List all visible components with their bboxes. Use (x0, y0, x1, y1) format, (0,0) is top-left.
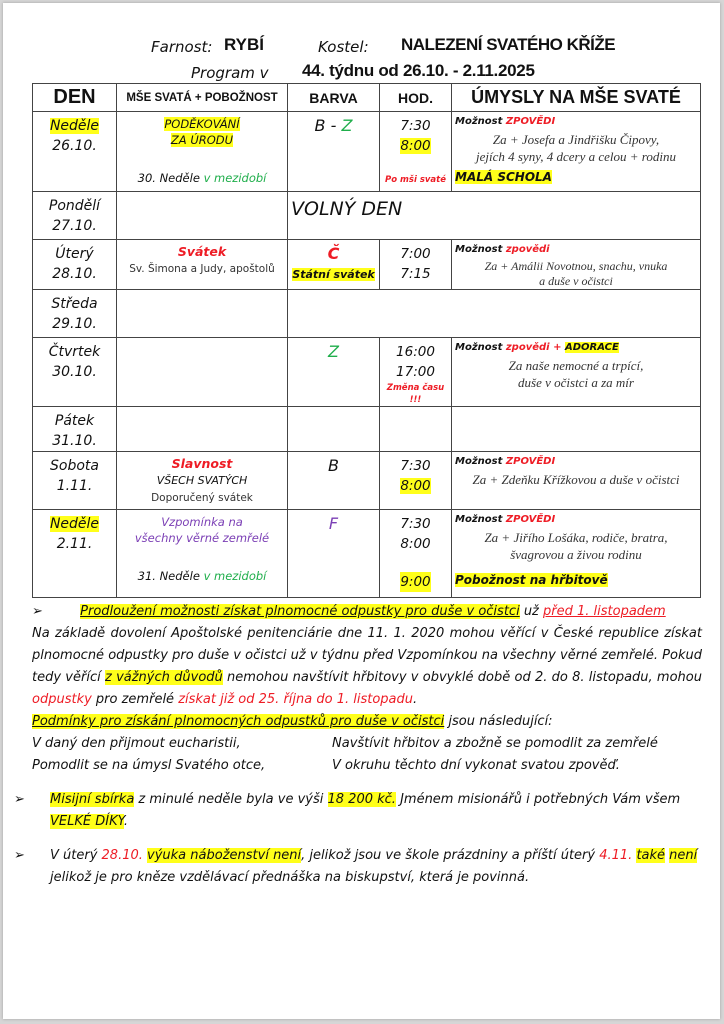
empty-cell (288, 290, 701, 338)
day-date: 31.10. (52, 433, 97, 449)
color-cell (288, 407, 380, 452)
confession-note: Možnost zpovědi + ADORACE (455, 342, 619, 353)
day-cell (33, 112, 117, 192)
time-cell (380, 407, 452, 452)
arrow-bullet-icon: ➢ (14, 848, 25, 863)
table-row (33, 192, 701, 240)
liturgical-color-alt: Z (341, 116, 353, 135)
table-header-row (33, 84, 701, 112)
mass-cell (117, 112, 288, 192)
time-cell (380, 452, 452, 510)
confession-note: Možnost zpovědi (455, 244, 550, 255)
free-day: VOLNÝ DEN (288, 192, 701, 240)
intention-line: jejích 4 syny, 4 dcery a celou + rodinu (476, 149, 676, 164)
sunday-number: 30. Neděle (137, 171, 200, 185)
day-cell (33, 290, 117, 338)
mass-cell (117, 290, 288, 338)
program-label: Program v (191, 64, 269, 82)
table-row (33, 112, 701, 192)
document-page (3, 3, 720, 1019)
day-name: Neděle (49, 118, 100, 134)
church-label: Kostel: (318, 38, 369, 56)
condition-item: V okruhu těchto dní vykonat svatou zpověď. (332, 758, 620, 773)
feast-type: Slavnost (171, 456, 233, 471)
table-row (33, 240, 701, 290)
day-date: 1.11. (56, 478, 93, 494)
condition-item: Navštívit hřbitov a zbožně se pomodlit za zemřelé (332, 736, 658, 751)
condition-item: V daný den přijmout eucharistii, (32, 736, 241, 751)
time-change-note: Změna času !!! (386, 383, 445, 405)
day-name: Pátek (54, 413, 95, 429)
intention-cell (452, 240, 701, 290)
day-cell (33, 240, 117, 290)
color-cell (288, 338, 380, 407)
day-name: Čtvrtek (48, 344, 101, 360)
mass-title-line: Vzpomínka na (161, 515, 243, 529)
liturgical-color: Z (328, 342, 339, 361)
color-cell (288, 240, 380, 290)
mass-time: 17:00 (396, 364, 435, 380)
table-row (33, 290, 701, 338)
intention-cell (452, 112, 701, 192)
liturgical-color: Č (327, 244, 340, 263)
sunday-number: 31. Neděle (137, 569, 200, 583)
week-range: 44. týdnu od 26.10. - 2.11.2025 (302, 61, 535, 80)
table-row (33, 338, 701, 407)
day-cell (33, 192, 117, 240)
color-cell (288, 452, 380, 510)
note-mission-collection: ➢ Misijní sbírka z minulé neděle byla ve výši 18 200 kč. Jménem misionářů i potřebných Vám všem VELKÉ DÍKY. (32, 789, 702, 833)
col-header-hod: HOD. (380, 84, 452, 112)
feast-note: Doporučený svátek (151, 492, 253, 504)
day-cell (33, 338, 117, 407)
mass-time: 7:00 (400, 246, 431, 262)
mass-cell (117, 240, 288, 290)
intention-line: Za + Josefa a Jindřišku Čipovy, (492, 132, 660, 147)
intention-cell (452, 407, 701, 452)
day-name: Středa (51, 296, 98, 312)
note-conditions-title: Podmínky pro získání plnomocných odpustků pro duše v očistci jsou následující: (32, 714, 553, 729)
mass-cell (117, 452, 288, 510)
feast-name: Sv. Šimona a Judy, apoštolů (129, 263, 275, 275)
time-cell (380, 510, 452, 598)
announcements (14, 601, 702, 889)
mass-time: 7:30 (400, 458, 431, 474)
mass-time: 8:00 (400, 478, 431, 494)
intention-cell (452, 510, 701, 598)
day-name: Neděle (49, 516, 100, 532)
intention-line: a duše v očistci (539, 274, 613, 288)
col-header-umysly: ÚMYSLY NA MŠE SVATÉ (452, 84, 701, 112)
feast-type: Svátek (177, 244, 227, 259)
mass-time: 16:00 (396, 344, 435, 360)
mass-cell (117, 510, 288, 598)
day-name: Pondělí (48, 198, 101, 214)
day-date: 28.10. (52, 266, 97, 282)
color-cell (288, 112, 380, 192)
mass-cell (117, 407, 288, 452)
time-note: Po mši svaté (385, 175, 446, 185)
day-date: 27.10. (52, 218, 97, 234)
mass-time: 7:30 (400, 118, 431, 134)
note-religion-class: ➢ V úterý 28.10. výuka náboženství není, jelikož jsou ve škole prázdniny a příští úterý 4.11. také není jelikož je pro kněze vzdělávací přednáška na biskupství, která je povinná. (32, 845, 702, 889)
day-date: 2.11. (56, 536, 93, 552)
mass-time: 8:00 (400, 138, 431, 154)
col-header-barva: BARVA (288, 84, 380, 112)
mass-time: 7:30 (400, 516, 431, 532)
mass-title-line: všechny věrné zemřelé (134, 531, 270, 545)
liturgical-season: v mezidobí (203, 171, 267, 185)
color-cell (288, 510, 380, 598)
feast-name: VŠECH SVATÝCH (156, 474, 248, 487)
state-holiday: Státní svátek (292, 268, 375, 281)
col-header-den: DEN (33, 84, 117, 112)
confession-note: Možnost ZPOVĚDI (455, 116, 556, 127)
mass-cell (117, 338, 288, 407)
intention-line: duše v očistci a za mír (518, 375, 634, 390)
extra-event: Pobožnost na hřbitově (455, 573, 608, 587)
day-name: Úterý (55, 246, 94, 262)
day-name: Sobota (50, 458, 99, 474)
confession-note: Možnost ZPOVĚDI (455, 456, 556, 467)
table-row (33, 452, 701, 510)
mass-time: 8:00 (400, 536, 431, 552)
intention-line: Za + Jiřího Lošáka, rodiče, bratra, (484, 530, 668, 545)
day-date: 29.10. (52, 316, 97, 332)
mass-title-line: ZA ÚRODU (170, 133, 234, 147)
mass-time: 7:15 (400, 266, 431, 282)
day-cell (33, 510, 117, 598)
day-cell (33, 452, 117, 510)
col-header-mse: MŠE SVATÁ + POBOŽNOST (117, 84, 288, 112)
note-indulgence-body: Na základě dovolení Apoštolské penitenciárie dne 11. 1. 2020 mohou věřící v České republice získat plnomocné odpustky pro duše v očistci už v týdnu před Vzpomínkou na všechny věrné zemřelé. Pokud tedy věřící z vážných důvodů nemohou navštívit hřbitovy v obvyklé době od 2. do 8. listopadu, mohou odpustky pro zemřelé získat již od 25. října do 1. listopadu. (32, 626, 702, 707)
day-date: 30.10. (52, 364, 97, 380)
time-cell (380, 338, 452, 407)
note-indulgence-title: ➢ Prodloužení možnosti získat plnomocné odpustky pro duše v očistci už před 1. listopadem (32, 601, 702, 623)
liturgical-color: F (328, 514, 339, 533)
conditions-list (32, 733, 702, 777)
mass-time: 9:00 (400, 574, 431, 590)
time-cell (380, 240, 452, 290)
mass-cell (117, 192, 288, 240)
table-row (33, 510, 701, 598)
condition-item: Pomodlit se na úmysl Svatého otce, (32, 758, 266, 773)
arrow-bullet-icon: ➢ (32, 604, 43, 619)
parish-label: Farnost: (151, 38, 213, 56)
mass-title-line: PODĚKOVÁNÍ (164, 117, 240, 131)
liturgical-color: B (328, 456, 339, 475)
liturgical-season: v mezidobí (203, 569, 267, 583)
liturgical-color: B - (314, 116, 342, 135)
intention-line: Za naše nemocné a trpící, (508, 358, 644, 373)
parish-name: RYBÍ (224, 35, 264, 54)
intention-line: Za + Amálii Novotnou, snachu, vnuka (484, 259, 668, 273)
intention-cell (452, 338, 701, 407)
day-cell (33, 407, 117, 452)
intention-line: Za + Zdeňku Křížkovou a duše v očistci (472, 472, 680, 487)
table-row (33, 407, 701, 452)
schedule-table (32, 83, 701, 598)
intention-cell (452, 452, 701, 510)
confession-note: Možnost ZPOVĚDI (455, 514, 556, 525)
time-cell (380, 112, 452, 192)
day-date: 26.10. (52, 138, 97, 154)
intention-line: švagrovou a živou rodinu (510, 547, 642, 562)
extra-event: MALÁ SCHOLA (455, 170, 552, 184)
arrow-bullet-icon: ➢ (14, 792, 25, 807)
church-name: NALEZENÍ SVATÉHO KŘÍŽE (401, 35, 616, 54)
